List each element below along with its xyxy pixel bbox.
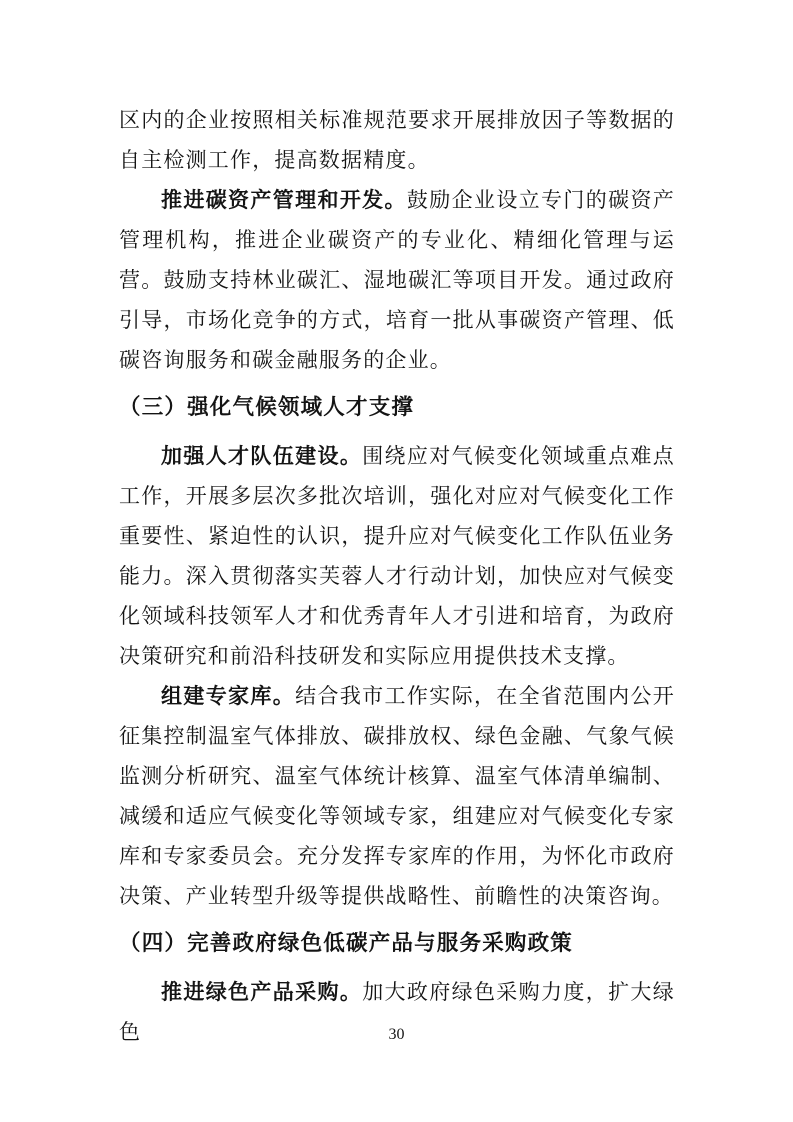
section-heading-four: （四）完善政府绿色低碳产品与服务采购政策 bbox=[119, 931, 574, 955]
body-paragraph bbox=[119, 436, 675, 676]
page-number: 30 bbox=[388, 1026, 405, 1043]
paragraph-text: 结合我市工作实际，在全省范围内公开征集控制温室气体排放、碳排放权、绿色金融、气象气候监测分析研究、温室气体统计核算、温室气体清单编制、减缓和适应气候变化等领域专家，组建应对气候变化专家库和专家委员会。充分发挥专家库的作用，为怀化市政府决策、产业转型升级等提供战略性、前瞻性的决策咨询。 bbox=[119, 684, 675, 908]
paragraph-text: 围绕应对气候变化领域重点难点工作，开展多层次多批次培训，强化对应对气候变化工作重要性、紧迫性的认识，提升应对气候变化工作队伍业务能力。深入贯彻落实芙蓉人才行动计划，加快应对气候变化领域科技领军人才和优秀青年人才引进和培育，为政府决策研究和前沿科技研发和实际应用提供技术支撑。 bbox=[119, 444, 675, 668]
paragraph-lead: 加强人才队伍建设。 bbox=[161, 444, 363, 468]
paragraph-text: 加大政府绿色采购力度，扩大绿色 bbox=[119, 980, 675, 1044]
body-paragraph bbox=[119, 676, 675, 916]
section-heading-three: （三）强化气候领域人才支撑 bbox=[119, 395, 415, 419]
paragraph-lead: 组建专家库。 bbox=[161, 684, 296, 708]
paragraph-lead: 推进绿色产品采购。 bbox=[161, 980, 363, 1004]
document-body bbox=[119, 100, 675, 1052]
body-paragraph bbox=[119, 180, 675, 380]
paragraph-text: 鼓励企业设立专门的碳资产管理机构，推进企业碳资产的专业化、精细化管理与运营。鼓励支持林业碳汇、湿地碳汇等项目开发。通过政府引导，市场化竞争的方式，培育一批从事碳资产管理、低碳咨询服务和碳金融服务的企业。 bbox=[119, 188, 676, 372]
paragraph-text: 区内的企业按照相关标准规范要求开展排放因子等数据的自主检测工作，提高数据精度。 bbox=[119, 108, 675, 172]
body-paragraph bbox=[119, 100, 675, 180]
paragraph-lead: 推进碳资产管理和开发。 bbox=[161, 188, 407, 212]
